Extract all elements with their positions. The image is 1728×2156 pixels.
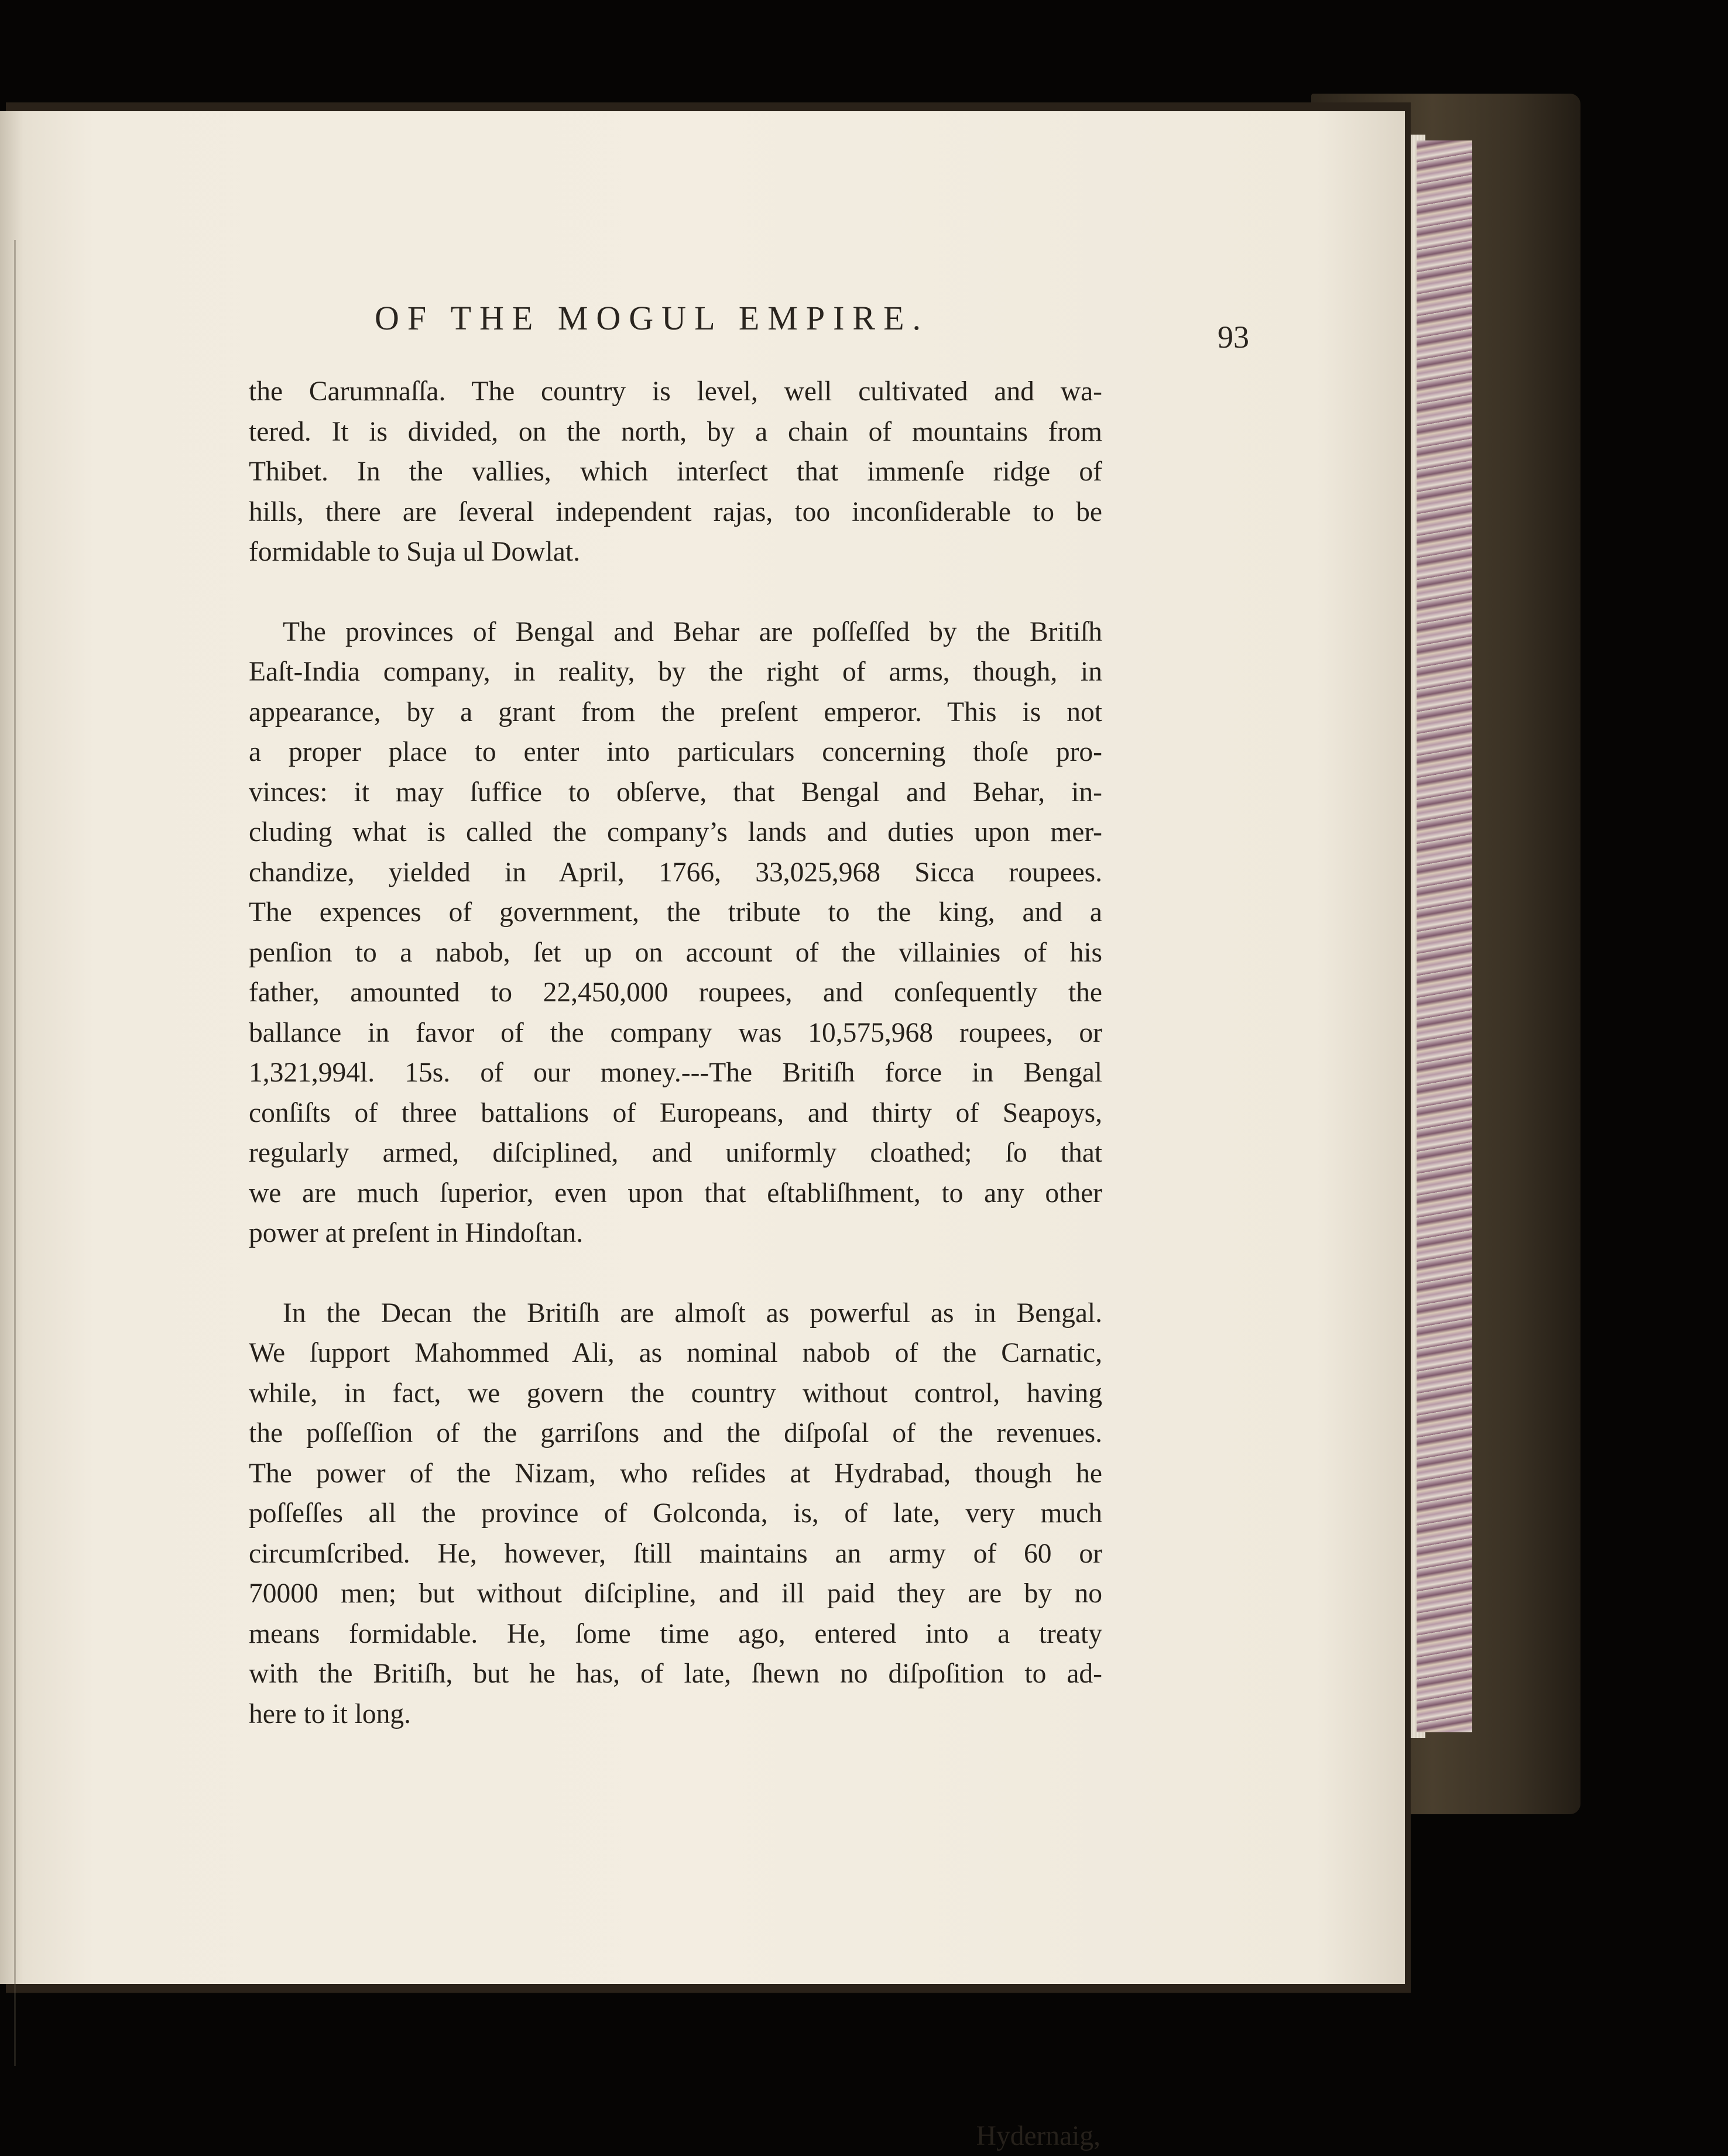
text-line: The power of the Nizam, who reſides at Hydrabad, though he <box>249 1458 1102 1489</box>
text-line: conſiſts of three battalions of Europeans, and thirty of Seapoys, <box>249 1097 1102 1128</box>
text-line: cluding what is called the company’s lands and duties upon mer- <box>249 817 1102 847</box>
text-line: In the Decan the Britiſh are almoſt as powerful as in Bengal. <box>283 1297 1102 1328</box>
page-number: 93 <box>1218 320 1249 355</box>
text-line: the Carumnaſſa. The country is level, well cultivated and wa- <box>249 376 1102 407</box>
text-line: power at preſent in Hindoſtan. <box>249 1218 584 1248</box>
text-line: regularly armed, diſciplined, and uniformly cloathed; ſo that <box>249 1138 1102 1168</box>
text-line: a proper place to enter into particulars concerning thoſe pro- <box>249 737 1102 767</box>
text-line: 70000 men; but without diſcipline, and ill paid they are by no <box>249 1578 1102 1609</box>
catchword: Hydernaig, <box>976 2121 1100 2151</box>
text-line: Thibet. In the vallies, which interſect that immenſe ridge of <box>249 456 1102 487</box>
text-line: hills, there are ſeveral independent rajas, too inconſiderable to be <box>249 496 1102 527</box>
text-line: means formidable. He, ſome time ago, entered into a treaty <box>249 1618 1102 1649</box>
text-line: We ſupport Mahommed Ali, as nominal nabob of the Carnatic, <box>249 1338 1102 1368</box>
text-line: ballance in favor of the company was 10,575,968 roupees, or <box>249 1017 1102 1048</box>
text-line: father, amounted to 22,450,000 roupees, and conſequently the <box>249 977 1102 1008</box>
text-line: tered. It is divided, on the north, by a chain of mountains from <box>249 416 1102 447</box>
text-line: penſion to a nabob, ſet up on account of the villainies of his <box>249 937 1102 968</box>
text-line: here to it long. <box>249 1698 412 1729</box>
text-line: with the Britiſh, but he has, of late, ſhewn no diſpoſition to ad- <box>249 1659 1102 1689</box>
body-text <box>249 372 1102 1734</box>
text-line: appearance, by a grant from the preſent emperor. This is not <box>249 696 1102 727</box>
text-line: chandize, yielded in April, 1766, 33,025,968 Sicca roupees. <box>249 857 1102 888</box>
text-line: poſſeſſes all the province of Golconda, is, of late, very much <box>249 1498 1102 1529</box>
text-line: 1,321,994l. 15s. of our money.---The Britiſh force in Bengal <box>249 1058 1102 1088</box>
text-line: vinces: it may ſuffice to obſerve, that Bengal and Behar, in- <box>249 777 1102 808</box>
text-line: the poſſeſſion of the garriſons and the diſpoſal of the revenues. <box>249 1418 1102 1448</box>
marbled-fore-edge <box>1417 140 1472 1732</box>
text-line: Eaſt-India company, in reality, by the right of arms, though, in <box>249 657 1102 687</box>
text-line: The provinces of Bengal and Behar are poſſeſſed by the Britiſh <box>283 616 1102 647</box>
text-line: we are much ſuperior, even upon that eſtabliſhment, to any other <box>249 1177 1102 1209</box>
text-line: while, in fact, we govern the country without control, having <box>249 1378 1102 1409</box>
gutter-line <box>14 240 16 2066</box>
text-line: formidable to Suja ul Dowlat. <box>249 537 580 567</box>
text-line: The expences of government, the tribute to the king, and a <box>249 897 1102 928</box>
text-line: circumſcribed. He, however, ſtill maintains an army of 60 or <box>249 1538 1102 1569</box>
running-head: OF THE MOGUL EMPIRE. <box>375 299 930 337</box>
